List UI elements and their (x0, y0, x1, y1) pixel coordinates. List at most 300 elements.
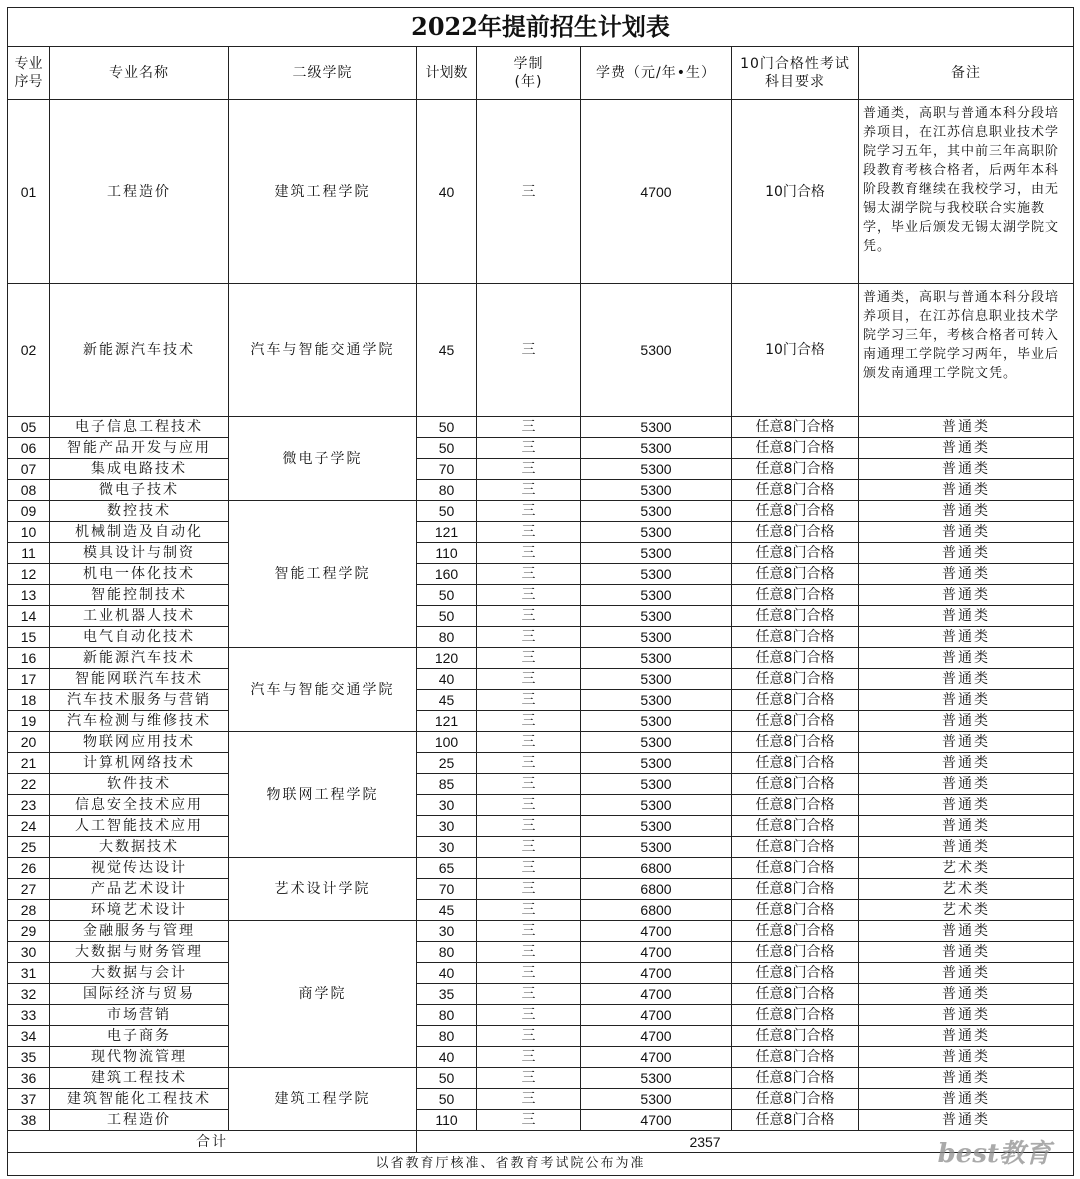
table-row (8, 417, 1074, 438)
cell-plan: 40 (417, 669, 477, 690)
cell-major: 大数据与财务管理 (50, 942, 229, 963)
cell-seq: 14 (8, 606, 50, 627)
cell-years: 三 (477, 564, 581, 585)
cell-fee: 5300 (581, 1068, 732, 1089)
cell-years: 三 (477, 795, 581, 816)
cell-college: 物联网工程学院 (229, 732, 417, 858)
cell-years: 三 (477, 879, 581, 900)
cell-years: 三 (477, 858, 581, 879)
cell-seq: 02 (8, 284, 50, 417)
cell-fee: 4700 (581, 984, 732, 1005)
cell-note: 普通类 (859, 795, 1074, 816)
cell-exam: 任意8门合格 (732, 1089, 859, 1110)
cell-plan: 50 (417, 1089, 477, 1110)
cell-exam: 任意8门合格 (732, 816, 859, 837)
cell-major: 金融服务与管理 (50, 921, 229, 942)
cell-exam: 任意8门合格 (732, 690, 859, 711)
cell-note: 普通类 (859, 438, 1074, 459)
cell-fee: 5300 (581, 837, 732, 858)
cell-fee: 6800 (581, 858, 732, 879)
cell-plan: 80 (417, 1026, 477, 1047)
cell-note: 普通类 (859, 669, 1074, 690)
cell-exam: 任意8门合格 (732, 585, 859, 606)
cell-note: 普通类 (859, 417, 1074, 438)
cell-fee: 5300 (581, 606, 732, 627)
cell-note: 普通类 (859, 921, 1074, 942)
cell-major: 数控技术 (50, 501, 229, 522)
table-row (8, 501, 1074, 522)
header-exam: 10门合格性考试科目要求 (732, 47, 859, 100)
cell-exam: 任意8门合格 (732, 837, 859, 858)
table-row (8, 564, 1074, 585)
cell-note: 普通类 (859, 459, 1074, 480)
cell-major: 电子信息工程技术 (50, 417, 229, 438)
table-row (8, 1068, 1074, 1089)
cell-exam: 任意8门合格 (732, 627, 859, 648)
cell-fee: 4700 (581, 1047, 732, 1068)
cell-seq: 36 (8, 1068, 50, 1089)
cell-major: 市场营销 (50, 1005, 229, 1026)
cell-major: 电子商务 (50, 1026, 229, 1047)
cell-fee: 5300 (581, 543, 732, 564)
cell-seq: 16 (8, 648, 50, 669)
total-value: 2357 (417, 1131, 1074, 1153)
cell-note: 普通类 (859, 690, 1074, 711)
cell-fee: 4700 (581, 1005, 732, 1026)
cell-exam: 10门合格 (732, 284, 859, 417)
cell-seq: 12 (8, 564, 50, 585)
cell-exam: 任意8门合格 (732, 480, 859, 501)
cell-fee: 5300 (581, 627, 732, 648)
header-major: 专业名称 (50, 47, 229, 100)
cell-seq: 35 (8, 1047, 50, 1068)
cell-plan: 110 (417, 543, 477, 564)
cell-exam: 任意8门合格 (732, 1068, 859, 1089)
cell-note: 普通类 (859, 774, 1074, 795)
cell-exam: 任意8门合格 (732, 564, 859, 585)
cell-fee: 4700 (581, 1026, 732, 1047)
cell-college: 建筑工程学院 (229, 100, 417, 284)
cell-major: 物联网应用技术 (50, 732, 229, 753)
cell-years: 三 (477, 711, 581, 732)
cell-seq: 18 (8, 690, 50, 711)
header-years: 学制(年) (477, 47, 581, 100)
table-row (8, 732, 1074, 753)
cell-seq: 11 (8, 543, 50, 564)
total-row (8, 1131, 1074, 1153)
cell-years: 三 (477, 1068, 581, 1089)
cell-plan: 50 (417, 606, 477, 627)
cell-fee: 4700 (581, 100, 732, 284)
table-row (8, 795, 1074, 816)
cell-note: 普通类 (859, 816, 1074, 837)
cell-seq: 06 (8, 438, 50, 459)
cell-years: 三 (477, 984, 581, 1005)
cell-exam: 10门合格 (732, 100, 859, 284)
cell-plan: 45 (417, 900, 477, 921)
cell-plan: 45 (417, 284, 477, 417)
cell-plan: 30 (417, 837, 477, 858)
cell-seq: 23 (8, 795, 50, 816)
cell-note: 普通类 (859, 753, 1074, 774)
cell-plan: 30 (417, 795, 477, 816)
cell-years: 三 (477, 480, 581, 501)
cell-college: 汽车与智能交通学院 (229, 648, 417, 732)
cell-note: 普通类 (859, 732, 1074, 753)
cell-plan: 80 (417, 942, 477, 963)
cell-fee: 6800 (581, 879, 732, 900)
cell-seq: 38 (8, 1110, 50, 1131)
cell-years: 三 (477, 1005, 581, 1026)
table-row (8, 480, 1074, 501)
cell-years: 三 (477, 459, 581, 480)
table-row (8, 984, 1074, 1005)
cell-major: 新能源汽车技术 (50, 284, 229, 417)
table-row (8, 1026, 1074, 1047)
cell-plan: 160 (417, 564, 477, 585)
cell-fee: 5300 (581, 648, 732, 669)
cell-major: 电气自动化技术 (50, 627, 229, 648)
cell-college: 微电子学院 (229, 417, 417, 501)
cell-fee: 4700 (581, 963, 732, 984)
cell-seq: 13 (8, 585, 50, 606)
cell-years: 三 (477, 837, 581, 858)
cell-years: 三 (477, 921, 581, 942)
cell-plan: 50 (417, 438, 477, 459)
cell-seq: 33 (8, 1005, 50, 1026)
cell-note: 普通类 (859, 480, 1074, 501)
cell-exam: 任意8门合格 (732, 459, 859, 480)
table-row (8, 1110, 1074, 1131)
cell-plan: 40 (417, 100, 477, 284)
cell-plan: 40 (417, 1047, 477, 1068)
cell-fee: 5300 (581, 501, 732, 522)
table-row (8, 459, 1074, 480)
cell-exam: 任意8门合格 (732, 858, 859, 879)
admission-plan-document (7, 7, 1073, 1176)
cell-fee: 5300 (581, 284, 732, 417)
cell-years: 三 (477, 753, 581, 774)
table-row (8, 816, 1074, 837)
cell-years: 三 (477, 732, 581, 753)
cell-college: 智能工程学院 (229, 501, 417, 648)
table-row (8, 438, 1074, 459)
cell-seq: 15 (8, 627, 50, 648)
table-row (8, 753, 1074, 774)
cell-exam: 任意8门合格 (732, 900, 859, 921)
cell-major: 模具设计与制资 (50, 543, 229, 564)
cell-major: 建筑智能化工程技术 (50, 1089, 229, 1110)
cell-seq: 10 (8, 522, 50, 543)
cell-exam: 任意8门合格 (732, 753, 859, 774)
cell-exam: 任意8门合格 (732, 1026, 859, 1047)
table-row (8, 711, 1074, 732)
cell-major: 微电子技术 (50, 480, 229, 501)
cell-major: 工程造价 (50, 1110, 229, 1131)
cell-fee: 4700 (581, 921, 732, 942)
cell-note: 普通类 (859, 1005, 1074, 1026)
cell-exam: 任意8门合格 (732, 417, 859, 438)
cell-years: 三 (477, 774, 581, 795)
cell-seq: 20 (8, 732, 50, 753)
cell-note: 普通类 (859, 984, 1074, 1005)
table-row (8, 690, 1074, 711)
footer-row (8, 1153, 1074, 1176)
cell-exam: 任意8门合格 (732, 522, 859, 543)
cell-fee: 5300 (581, 753, 732, 774)
cell-exam: 任意8门合格 (732, 606, 859, 627)
cell-exam: 任意8门合格 (732, 942, 859, 963)
table-row (8, 837, 1074, 858)
cell-fee: 5300 (581, 585, 732, 606)
cell-plan: 35 (417, 984, 477, 1005)
cell-years: 三 (477, 522, 581, 543)
cell-major: 大数据技术 (50, 837, 229, 858)
cell-fee: 5300 (581, 774, 732, 795)
cell-plan: 80 (417, 480, 477, 501)
cell-major: 环境艺术设计 (50, 900, 229, 921)
cell-major: 智能产品开发与应用 (50, 438, 229, 459)
cell-exam: 任意8门合格 (732, 963, 859, 984)
cell-note: 普通类，高职与普通本科分段培养项目，在江苏信息职业技术学院学习三年，考核合格者可转入南通理工学院学习两年，毕业后颁发南通理工学院文凭。 (859, 284, 1074, 417)
cell-note: 普通类 (859, 543, 1074, 564)
cell-plan: 85 (417, 774, 477, 795)
cell-years: 三 (477, 501, 581, 522)
cell-fee: 5300 (581, 480, 732, 501)
cell-years: 三 (477, 816, 581, 837)
cell-major: 工程造价 (50, 100, 229, 284)
cell-exam: 任意8门合格 (732, 543, 859, 564)
cell-plan: 25 (417, 753, 477, 774)
cell-plan: 100 (417, 732, 477, 753)
table-row (8, 1089, 1074, 1110)
cell-fee: 4700 (581, 1110, 732, 1131)
header-row (8, 47, 1074, 100)
cell-seq: 26 (8, 858, 50, 879)
cell-seq: 34 (8, 1026, 50, 1047)
cell-college: 艺术设计学院 (229, 858, 417, 921)
cell-seq: 31 (8, 963, 50, 984)
cell-years: 三 (477, 585, 581, 606)
cell-exam: 任意8门合格 (732, 774, 859, 795)
cell-note: 普通类 (859, 606, 1074, 627)
cell-note: 普通类 (859, 963, 1074, 984)
cell-plan: 40 (417, 963, 477, 984)
cell-fee: 5300 (581, 522, 732, 543)
table-row (8, 585, 1074, 606)
cell-exam: 任意8门合格 (732, 438, 859, 459)
cell-years: 三 (477, 1110, 581, 1131)
cell-fee: 5300 (581, 795, 732, 816)
footer-note: 以省教育厅核准、省教育考试院公布为准 (8, 1153, 1074, 1176)
cell-seq: 01 (8, 100, 50, 284)
page-title: 2022年提前招生计划表 (8, 8, 1074, 47)
cell-seq: 07 (8, 459, 50, 480)
cell-years: 三 (477, 1089, 581, 1110)
cell-exam: 任意8门合格 (732, 795, 859, 816)
cell-note: 普通类 (859, 522, 1074, 543)
cell-fee: 5300 (581, 459, 732, 480)
table-row (8, 900, 1074, 921)
cell-years: 三 (477, 543, 581, 564)
cell-note: 普通类 (859, 564, 1074, 585)
cell-years: 三 (477, 963, 581, 984)
cell-college: 商学院 (229, 921, 417, 1068)
cell-major: 现代物流管理 (50, 1047, 229, 1068)
table-row (8, 963, 1074, 984)
cell-note: 普通类 (859, 501, 1074, 522)
table-row (8, 543, 1074, 564)
cell-seq: 05 (8, 417, 50, 438)
cell-seq: 22 (8, 774, 50, 795)
cell-note: 普通类，高职与普通本科分段培养项目，在江苏信息职业技术学院学习五年，其中前三年高职阶段教育考核合格者，后两年本科阶段教育继续在我校学习，由无锡太湖学院与我校联合实施教学，毕业后颁发无锡太湖学院文凭。 (859, 100, 1074, 284)
cell-major: 汽车技术服务与营销 (50, 690, 229, 711)
cell-fee: 5300 (581, 564, 732, 585)
cell-major: 视觉传达设计 (50, 858, 229, 879)
cell-fee: 5300 (581, 1089, 732, 1110)
table-row (8, 606, 1074, 627)
cell-years: 三 (477, 417, 581, 438)
table-row (8, 879, 1074, 900)
header-plan: 计划数 (417, 47, 477, 100)
cell-plan: 80 (417, 627, 477, 648)
cell-years: 三 (477, 438, 581, 459)
cell-exam: 任意8门合格 (732, 921, 859, 942)
cell-seq: 08 (8, 480, 50, 501)
header-note: 备注 (859, 47, 1074, 100)
cell-fee: 6800 (581, 900, 732, 921)
cell-major: 产品艺术设计 (50, 879, 229, 900)
cell-seq: 25 (8, 837, 50, 858)
cell-fee: 5300 (581, 690, 732, 711)
cell-plan: 120 (417, 648, 477, 669)
cell-major: 建筑工程技术 (50, 1068, 229, 1089)
admission-plan-table (7, 7, 1074, 1176)
cell-note: 普通类 (859, 837, 1074, 858)
cell-fee: 5300 (581, 417, 732, 438)
cell-note: 普通类 (859, 942, 1074, 963)
cell-seq: 30 (8, 942, 50, 963)
cell-major: 集成电路技术 (50, 459, 229, 480)
table-row (8, 942, 1074, 963)
table-row (8, 669, 1074, 690)
header-fee: 学费（元/年•生） (581, 47, 732, 100)
cell-major: 信息安全技术应用 (50, 795, 229, 816)
cell-note: 艺术类 (859, 900, 1074, 921)
cell-plan: 50 (417, 501, 477, 522)
title-row (8, 8, 1074, 47)
cell-seq: 09 (8, 501, 50, 522)
cell-note: 普通类 (859, 585, 1074, 606)
cell-plan: 110 (417, 1110, 477, 1131)
cell-exam: 任意8门合格 (732, 732, 859, 753)
cell-major: 国际经济与贸易 (50, 984, 229, 1005)
cell-fee: 5300 (581, 438, 732, 459)
cell-plan: 50 (417, 1068, 477, 1089)
cell-major: 机电一体化技术 (50, 564, 229, 585)
cell-note: 普通类 (859, 1047, 1074, 1068)
cell-note: 普通类 (859, 711, 1074, 732)
cell-years: 三 (477, 648, 581, 669)
cell-years: 三 (477, 900, 581, 921)
cell-plan: 70 (417, 879, 477, 900)
cell-major: 智能网联汽车技术 (50, 669, 229, 690)
total-label: 合计 (8, 1131, 417, 1153)
cell-plan: 70 (417, 459, 477, 480)
header-college: 二级学院 (229, 47, 417, 100)
cell-plan: 121 (417, 522, 477, 543)
cell-note: 普通类 (859, 648, 1074, 669)
cell-note: 普通类 (859, 1068, 1074, 1089)
cell-exam: 任意8门合格 (732, 648, 859, 669)
cell-seq: 17 (8, 669, 50, 690)
cell-exam: 任意8门合格 (732, 669, 859, 690)
cell-exam: 任意8门合格 (732, 879, 859, 900)
cell-major: 大数据与会计 (50, 963, 229, 984)
cell-major: 汽车检测与维修技术 (50, 711, 229, 732)
cell-fee: 5300 (581, 732, 732, 753)
cell-years: 三 (477, 606, 581, 627)
cell-exam: 任意8门合格 (732, 1047, 859, 1068)
cell-college: 汽车与智能交通学院 (229, 284, 417, 417)
cell-plan: 121 (417, 711, 477, 732)
cell-years: 三 (477, 690, 581, 711)
watermark: best教育 (937, 1139, 1051, 1169)
cell-years: 三 (477, 1026, 581, 1047)
cell-years: 三 (477, 942, 581, 963)
table-row (8, 284, 1074, 417)
cell-plan: 30 (417, 921, 477, 942)
cell-years: 三 (477, 627, 581, 648)
cell-exam: 任意8门合格 (732, 1110, 859, 1131)
cell-years: 三 (477, 669, 581, 690)
cell-fee: 4700 (581, 942, 732, 963)
cell-major: 计算机网络技术 (50, 753, 229, 774)
cell-note: 艺术类 (859, 879, 1074, 900)
table-row (8, 522, 1074, 543)
cell-note: 艺术类 (859, 858, 1074, 879)
cell-seq: 32 (8, 984, 50, 1005)
cell-major: 机械制造及自动化 (50, 522, 229, 543)
table-row (8, 648, 1074, 669)
cell-seq: 21 (8, 753, 50, 774)
cell-plan: 50 (417, 417, 477, 438)
table-row (8, 627, 1074, 648)
cell-seq: 28 (8, 900, 50, 921)
table-row (8, 1047, 1074, 1068)
cell-exam: 任意8门合格 (732, 984, 859, 1005)
table-row (8, 774, 1074, 795)
cell-seq: 19 (8, 711, 50, 732)
cell-fee: 5300 (581, 816, 732, 837)
cell-plan: 45 (417, 690, 477, 711)
cell-seq: 24 (8, 816, 50, 837)
cell-note: 普通类 (859, 1026, 1074, 1047)
table-row (8, 858, 1074, 879)
cell-plan: 50 (417, 585, 477, 606)
cell-seq: 37 (8, 1089, 50, 1110)
cell-major: 人工智能技术应用 (50, 816, 229, 837)
header-seq: 专业序号 (8, 47, 50, 100)
cell-note: 普通类 (859, 1110, 1074, 1131)
table-row (8, 100, 1074, 284)
cell-plan: 80 (417, 1005, 477, 1026)
cell-note: 普通类 (859, 1089, 1074, 1110)
cell-major: 软件技术 (50, 774, 229, 795)
cell-years: 三 (477, 100, 581, 284)
cell-major: 智能控制技术 (50, 585, 229, 606)
cell-plan: 65 (417, 858, 477, 879)
